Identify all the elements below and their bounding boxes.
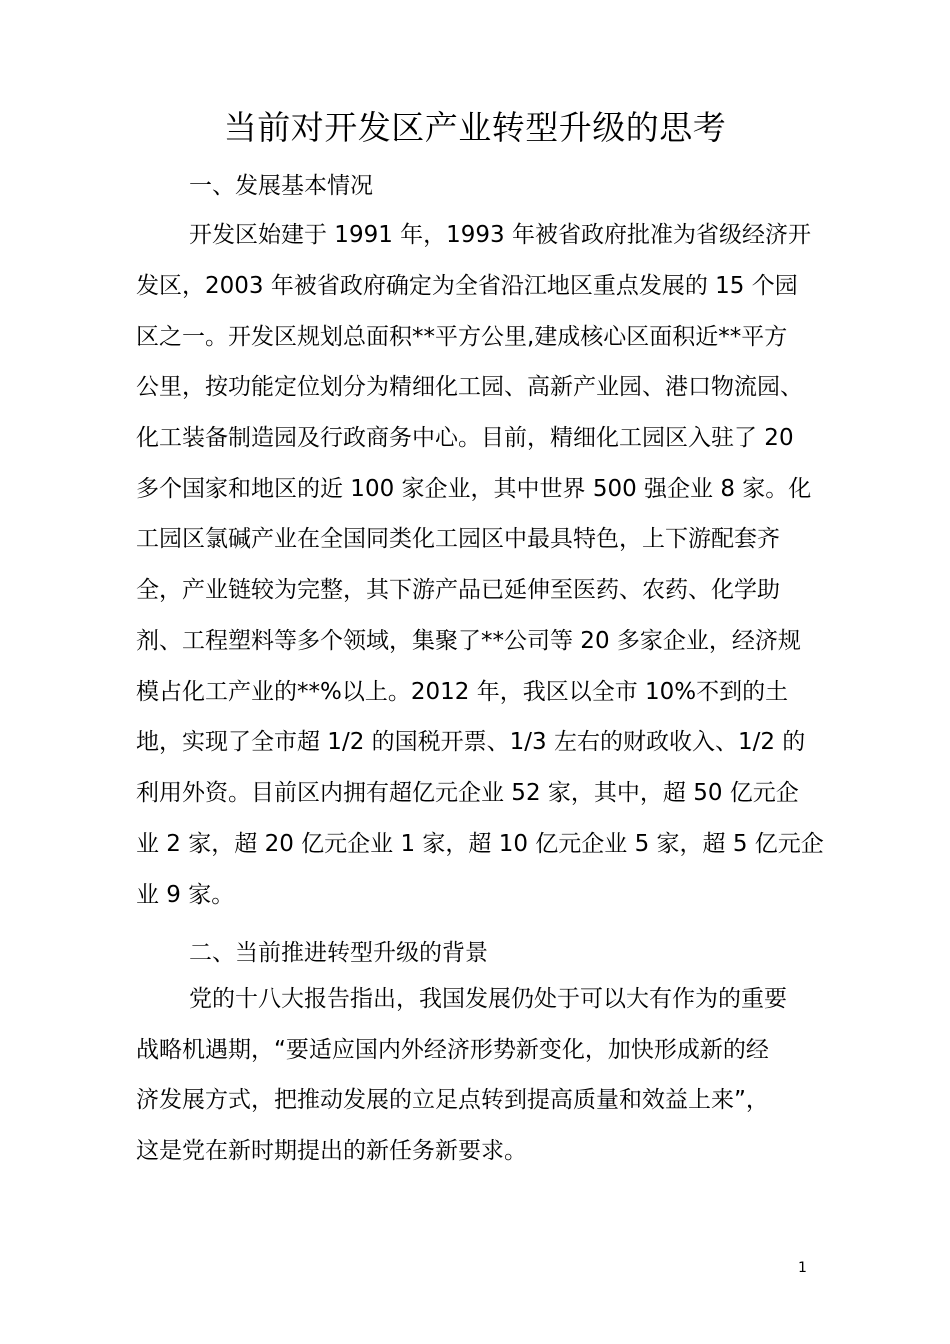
paragraph-line: 济发展方式，把推动发展的立足点转到提高质量和效益上来”，	[136, 1087, 769, 1113]
paragraph-line: 全，产业链较为完整，其下游产品已延伸至医药、农药、化学助	[136, 577, 780, 603]
paragraph-line: 多个国家和地区的近 100 家企业，其中世界 500 强企业 8 家。化	[136, 476, 812, 502]
paragraph-line: 业 2 家，超 20 亿元企业 1 家，超 10 亿元企业 5 家，超 5 亿元企	[136, 831, 824, 857]
paragraph-line: 剂、工程塑料等多个领域，集聚了**公司等 20 多家企业，经济规	[136, 628, 801, 654]
page-number: 1	[798, 1260, 807, 1276]
document-title: 当前对开发区产业转型升级的思考	[223, 108, 727, 147]
section-heading-2: 二、当前推进转型升级的背景	[189, 940, 488, 966]
paragraph-line: 区之一。开发区规划总面积**平方公里,建成核心区面积近**平方	[136, 324, 788, 350]
section-heading-1: 一、发展基本情况	[189, 173, 373, 199]
paragraph-line: 战略机遇期，“要适应国内外经济形势新变化，加快形成新的经	[136, 1037, 769, 1063]
paragraph-line: 党的十八大报告指出，我国发展仍处于可以大有作为的重要	[189, 986, 787, 1012]
paragraph-line: 地，实现了全市超 1/2 的国税开票、1/3 左右的财政收入、1/2 的	[136, 729, 806, 755]
paragraph-line: 开发区始建于 1991 年，1993 年被省政府批准为省级经济开	[189, 222, 811, 248]
paragraph-line: 工园区氯碱产业在全国同类化工园区中最具特色，上下游配套齐	[136, 526, 780, 552]
paragraph-line: 这是党在新时期提出的新任务新要求。	[136, 1138, 527, 1164]
paragraph-line: 利用外资。目前区内拥有超亿元企业 52 家，其中，超 50 亿元企	[136, 780, 799, 806]
paragraph-line: 公里，按功能定位划分为精细化工园、高新产业园、港口物流园、	[136, 374, 803, 400]
paragraph-line: 发区，2003 年被省政府确定为全省沿江地区重点发展的 15 个园	[136, 273, 798, 299]
paragraph-line: 化工装备制造园及行政商务中心。目前，精细化工园区入驻了 20	[136, 425, 794, 451]
paragraph-line: 模占化工产业的**%以上。2012 年，我区以全市 10%不到的土	[136, 679, 789, 705]
paragraph-line: 业 9 家。	[136, 882, 235, 908]
